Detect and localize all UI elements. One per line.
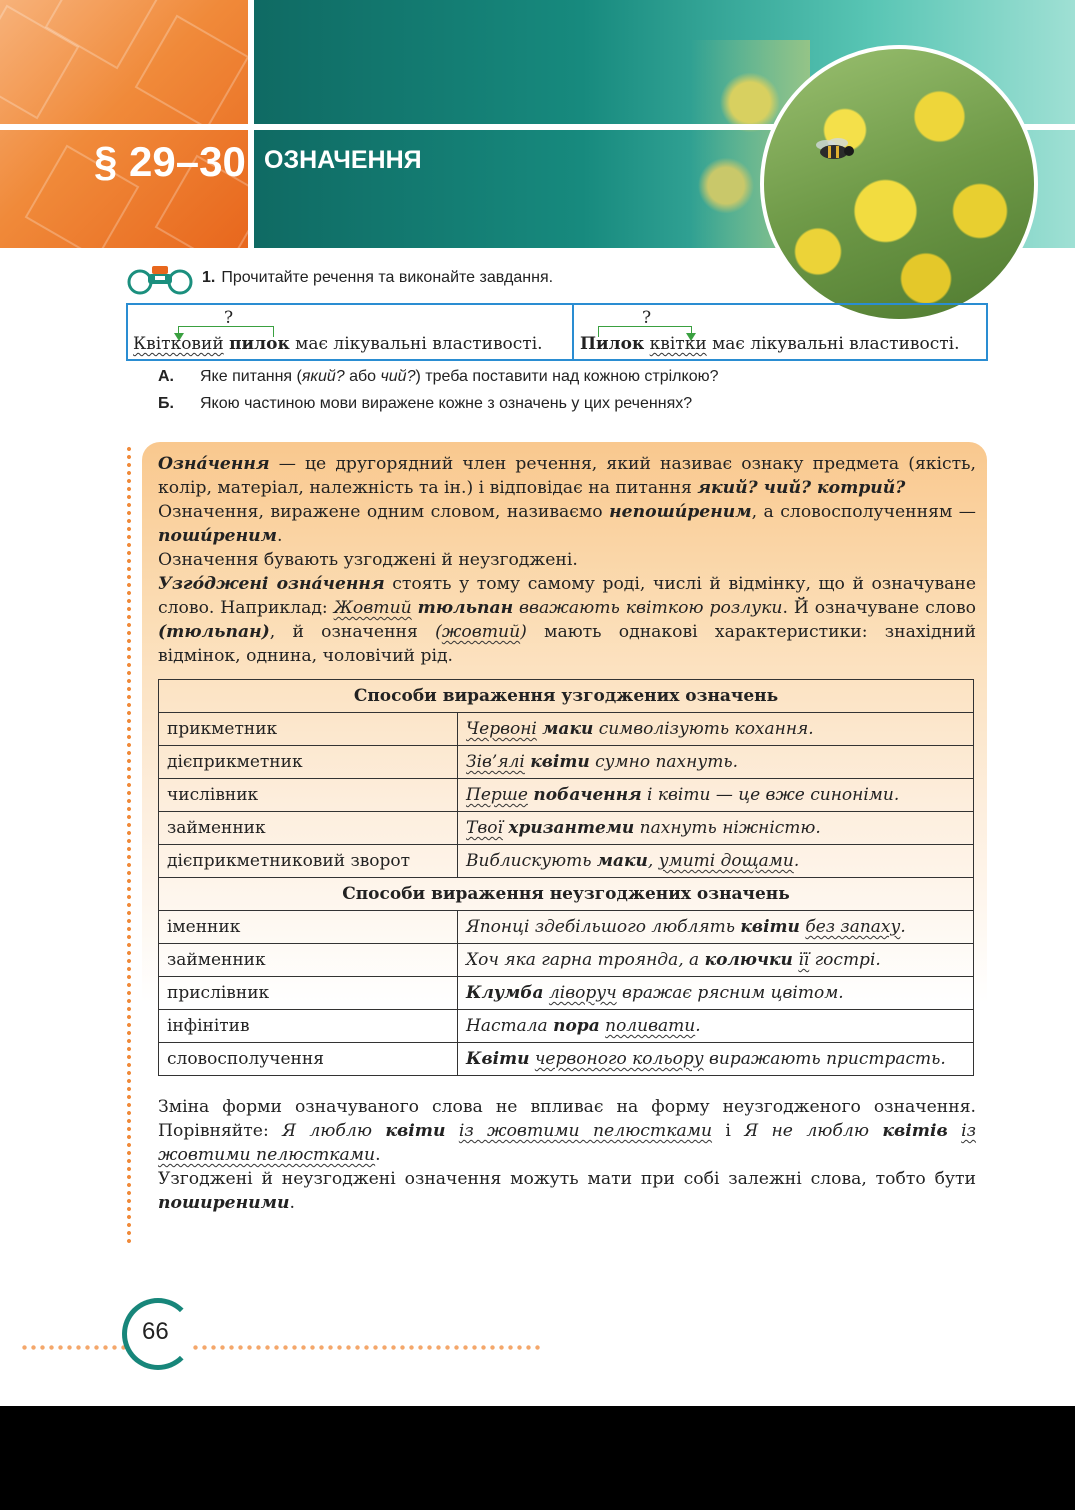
rule-sentence: . xyxy=(375,1145,381,1165)
attribute: без запаху xyxy=(805,917,901,937)
example-attribute: із жовтими пелюстками xyxy=(458,1121,713,1141)
term: непоши́реним xyxy=(609,502,752,522)
subject: квіти xyxy=(530,752,590,772)
table-row xyxy=(159,977,974,1010)
dependent-words-paragraph xyxy=(158,1167,976,1215)
example-text: Я не люблю xyxy=(744,1121,883,1141)
attribute: ліворуч xyxy=(548,983,617,1003)
part-of-speech: займенник xyxy=(159,812,458,845)
example-pre: Настала xyxy=(466,1016,554,1036)
attribute-word: Квітковий xyxy=(133,334,224,354)
task-instruction xyxy=(202,269,553,287)
example xyxy=(458,911,974,944)
example xyxy=(458,713,974,746)
rule-sentence: — це другорядний член речення, який називає ознаку предмета (якість, колір, матеріал, належність та ін.) і відповідає на питання xyxy=(158,454,976,498)
sentence-left-text xyxy=(133,334,543,354)
example-rest: пахнуть ніжністю. xyxy=(634,818,821,838)
attribute: поливати xyxy=(605,1016,696,1036)
rule-text xyxy=(158,452,976,668)
part-of-speech: займенник xyxy=(159,944,458,977)
subject: маки xyxy=(596,851,648,871)
example-attribute: Жовтий xyxy=(333,598,412,618)
example xyxy=(458,1010,974,1043)
example-rest: . xyxy=(695,1016,701,1036)
rule-sentence: Означення, виражене одним словом, називаємо xyxy=(158,502,610,522)
example xyxy=(458,1043,974,1076)
rule-sentence: . xyxy=(276,526,283,546)
question-italic: який? xyxy=(301,368,345,385)
sentence-left xyxy=(128,305,574,359)
rule-spread xyxy=(158,500,976,548)
table-row xyxy=(159,911,974,944)
sentence-rest: має лікувальні властивості. xyxy=(712,334,960,354)
question-text: ) треба поставити над кожною стрілкою? xyxy=(415,368,719,385)
term: поши́реним xyxy=(158,526,277,546)
table-row xyxy=(159,845,974,878)
subject-word: пилок xyxy=(229,334,290,354)
rule-sentence: і xyxy=(712,1121,745,1141)
example-attribute: із жовтими пелюстками xyxy=(158,1121,977,1165)
question-text: Яке питання ( xyxy=(200,368,302,385)
example xyxy=(458,779,974,812)
question-b xyxy=(158,395,692,413)
sentence-right xyxy=(574,305,986,359)
table-row xyxy=(159,746,974,779)
table-row xyxy=(159,944,974,977)
example-subject: квіти xyxy=(385,1121,446,1141)
nonagreed-header: Способи вираження неузгоджених означень xyxy=(159,878,974,911)
example-rest: . xyxy=(900,917,906,937)
term: поширеними xyxy=(158,1193,290,1213)
binoculars-icon xyxy=(126,262,194,296)
sentence-right-text xyxy=(580,334,960,354)
rule-sentence: , й означення xyxy=(269,622,436,642)
subject: квіти xyxy=(740,917,800,937)
attribute-word: квітки xyxy=(649,334,707,354)
attribute: Перше xyxy=(466,785,528,805)
rule-sentence: . xyxy=(289,1193,295,1213)
example-pre: Хоч яка гарна троянда, а xyxy=(466,950,705,970)
example-pre: Виблискують xyxy=(466,851,597,871)
question-mark: ? xyxy=(642,308,652,328)
part-of-speech: дієприкметниковий зворот xyxy=(159,845,458,878)
subject-word: Пилок xyxy=(580,334,645,354)
subject: маки xyxy=(542,719,594,739)
question-text: або xyxy=(344,368,381,385)
attribute: умиті дощами xyxy=(658,851,794,871)
table-row xyxy=(159,713,974,746)
table-header-row xyxy=(159,878,974,911)
example-rest: символізують кохання. xyxy=(593,719,814,739)
term: Узго́джені озна́чення xyxy=(158,574,385,594)
hexagon-decoration xyxy=(135,15,250,130)
section-title: ОЗНАЧЕННЯ xyxy=(264,146,422,174)
table-header-row xyxy=(159,680,974,713)
questions: який? чий? котрий? xyxy=(697,478,906,498)
subject: Квіти xyxy=(466,1049,530,1069)
example xyxy=(458,812,974,845)
example-text: Я люблю xyxy=(282,1121,386,1141)
part-of-speech: прислівник xyxy=(159,977,458,1010)
example-text: вважають квіткою розлуки xyxy=(513,598,783,618)
example-attribute-wrap: (жовтий) xyxy=(435,622,527,642)
example-rest: сумно пахнуть. xyxy=(589,752,738,772)
rule-definition xyxy=(158,452,976,500)
bee-icon xyxy=(812,136,858,162)
term: Озна́чення xyxy=(158,454,270,474)
example xyxy=(458,845,974,878)
example-pre: Японці здебільшого люблять xyxy=(466,917,741,937)
example-subject: квітів xyxy=(882,1121,948,1141)
sentence-comparison-box xyxy=(126,303,988,361)
subject: колючки xyxy=(704,950,793,970)
header-gap xyxy=(248,0,254,248)
subject: хризантеми xyxy=(508,818,635,838)
dotted-footer-line xyxy=(20,1345,540,1350)
question-text: Якою частиною мови виражене кожне з означень у цих реченнях? xyxy=(200,395,693,412)
example-rest: і квіти — це вже синоніми. xyxy=(641,785,900,805)
table-row xyxy=(159,779,974,812)
rule-sentence: мають однакові характеристики: знахідний відмінок, однина, чоловічий рід. xyxy=(158,622,976,666)
example-rest: гострі. xyxy=(809,950,881,970)
part-of-speech: числівник xyxy=(159,779,458,812)
rule-sentence: стоять у тому самому роді, числі й відмінку, що й означуване слово. Наприклад: xyxy=(158,574,976,618)
example xyxy=(458,977,974,1010)
sentence-rest: має лікувальні властивості. xyxy=(295,334,543,354)
rule-agreed xyxy=(158,572,976,668)
attribute: її xyxy=(798,950,810,970)
rule-sentence: Зміна форми означуваного слова не впливає на форму неузгодженого означення. Порівняйте: xyxy=(158,1097,976,1141)
rule-sentence: Узгоджені й неузгоджені означення можуть мати при собі залежні слова, тобто бути xyxy=(158,1169,976,1189)
section-number: § 29–30 xyxy=(94,138,246,185)
part-of-speech: іменник xyxy=(159,911,458,944)
question-mark: ? xyxy=(224,308,234,328)
comparison-paragraph xyxy=(158,1095,976,1167)
table-row xyxy=(159,1010,974,1043)
question-italic: чий? xyxy=(380,368,416,385)
table-row xyxy=(159,1043,974,1076)
example xyxy=(458,944,974,977)
subject: побачення xyxy=(533,785,642,805)
part-of-speech: словосполучення xyxy=(159,1043,458,1076)
flower-photo xyxy=(760,45,1038,323)
task-number: 1. xyxy=(202,269,216,286)
attribute: Червоні xyxy=(466,719,537,739)
example-subject: тюльпан xyxy=(417,598,514,618)
rule-types: Означення бувають узгоджені й неузгоджені. xyxy=(158,550,578,570)
table-row xyxy=(159,812,974,845)
agreed-header: Способи вираження узгоджених означень xyxy=(159,680,974,713)
subject: Клумба xyxy=(466,983,544,1003)
page-number: 66 xyxy=(142,1318,169,1345)
question-letter: А. xyxy=(158,368,174,385)
rule-sentence: , а словосполученням — xyxy=(751,502,976,522)
part-of-speech: інфінітив xyxy=(159,1010,458,1043)
example xyxy=(458,746,974,779)
example-rest: . xyxy=(793,851,800,871)
attribute: червоного кольору xyxy=(534,1049,704,1069)
rule-continuation xyxy=(158,1095,976,1215)
question-a xyxy=(158,368,719,386)
attribute: Зів’ялі xyxy=(466,752,525,772)
part-of-speech: дієприкметник xyxy=(159,746,458,779)
attribute: Твої xyxy=(466,818,503,838)
question-letter: Б. xyxy=(158,395,174,412)
subject: пора xyxy=(553,1016,600,1036)
example-rest: виражають пристрасть. xyxy=(703,1049,946,1069)
rule-sentence: . Й означуване слово xyxy=(782,598,976,618)
example-mid: , xyxy=(647,851,659,871)
part-of-speech: прикметник xyxy=(159,713,458,746)
attributes-table xyxy=(158,679,974,1076)
example-subject: (тюльпан) xyxy=(158,622,270,642)
task-text: Прочитайте речення та виконайте завдання. xyxy=(221,269,554,286)
example-rest: вражає рясним цвітом. xyxy=(616,983,844,1003)
dotted-margin-line xyxy=(127,445,131,1245)
